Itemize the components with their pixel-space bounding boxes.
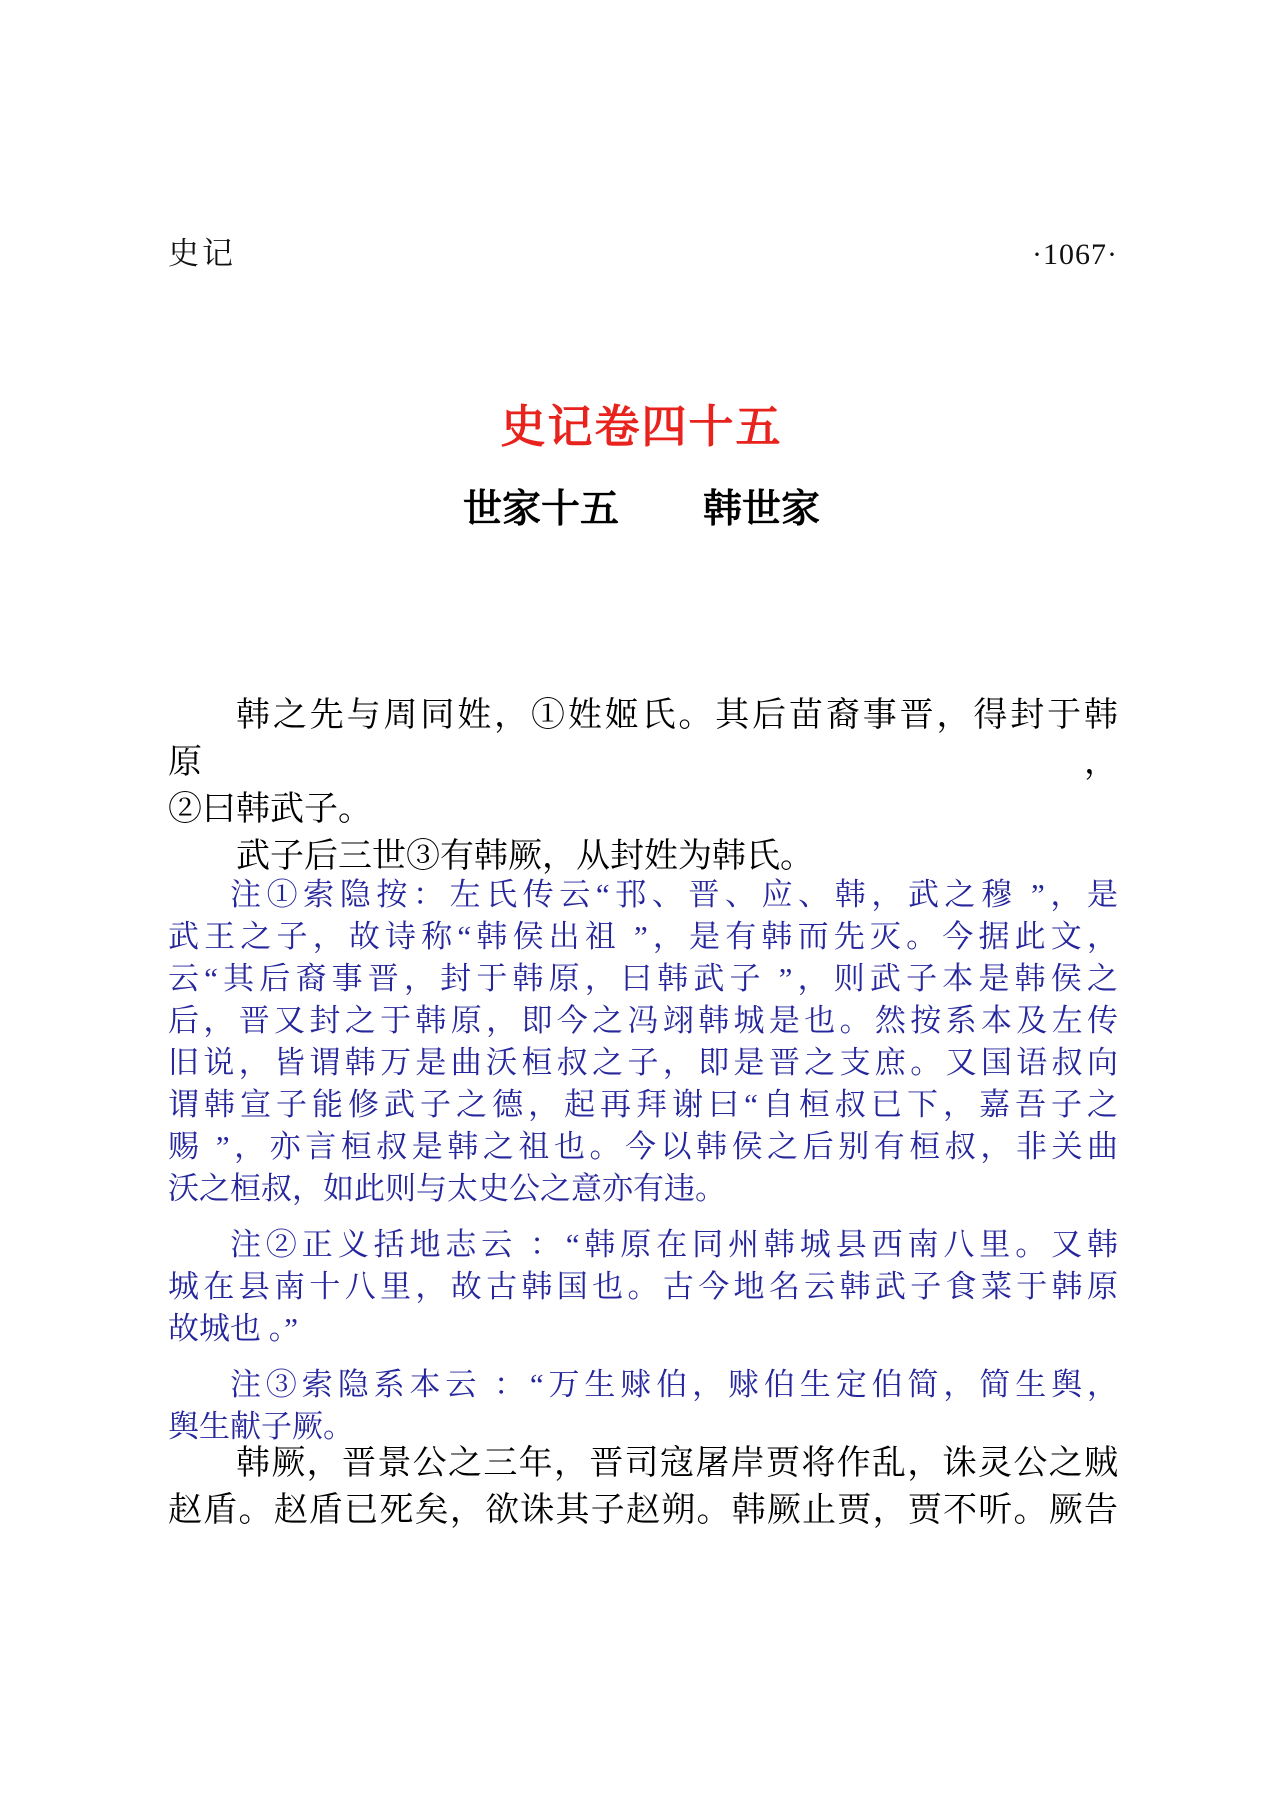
page-number: ·1067· xyxy=(1032,238,1118,271)
text-line: 沃之桓叔，如此则与太史公之意亦有违。 xyxy=(168,1171,726,1206)
text-line: 注②正义括地志云 ：“韩原在同州韩城县西南八里。又韩 xyxy=(230,1227,1118,1262)
text-line: 旧说，皆谓韩万是曲沃桓叔之子，即是晋之支庶。又国语叔向 xyxy=(168,1045,1118,1080)
book-title: 史记 xyxy=(168,236,236,271)
note-paragraph-1 xyxy=(168,874,1118,1210)
section-number: 世家十五 xyxy=(462,488,619,531)
note-paragraph-2 xyxy=(168,1224,1118,1350)
text-line: 韩之先与周同姓，①姓姬氏。其后苗裔事晋，得封于韩原， xyxy=(168,697,1118,781)
text-line: 注①索隐按：左氏传云“邘、晋、应、韩，武之穆 ”，是 xyxy=(230,877,1118,912)
text-line: 注③索隐系本云 ：“万生赇伯，赇伯生定伯简，简生舆， xyxy=(230,1367,1118,1402)
section-name: 韩世家 xyxy=(703,488,821,531)
text-line: 后，晋又封之于韩原，即今之冯翊韩城是也。然按系本及左传 xyxy=(168,1003,1118,1038)
annotation-block xyxy=(168,874,1118,1448)
chapter-subtitle xyxy=(0,478,1283,534)
text-line: 赵盾。赵盾已死矣，欲诛其子赵朔。韩厥止贾，贾不听。厥告 xyxy=(168,1492,1118,1529)
note-paragraph-3 xyxy=(168,1364,1118,1448)
main-paragraph-2 xyxy=(168,1440,1118,1534)
text-line: 云“其后裔事晋，封于韩原，曰韩武子 ”，则武子本是韩侯之 xyxy=(168,961,1118,996)
text-line: 城在县南十八里，故古韩国也。古今地名云韩武子食菜于韩原 xyxy=(168,1269,1118,1304)
chapter-title: 史记卷四十五 xyxy=(500,401,783,452)
text-line: 谓韩宣子能修武子之德，起再拜谢曰“自桓叔已下，嘉吾子之 xyxy=(168,1087,1118,1122)
main-paragraph-1 xyxy=(168,692,1118,880)
text-line: 韩厥，晋景公之三年，晋司寇屠岸贾将作乱，诛灵公之贼 xyxy=(236,1445,1118,1482)
text-line: 武子后三世③有韩厥，从封姓为韩氏。 xyxy=(236,838,814,875)
text-line: 武王之子，故诗称“韩侯出祖 ”，是有韩而先灭。今据此文， xyxy=(168,919,1118,954)
text-line: 赐 ”，亦言桓叔是韩之祖也。今以韩侯之后别有桓叔，非关曲 xyxy=(168,1129,1118,1164)
text-line: 故城也 。” xyxy=(168,1311,299,1346)
text-line: 舆生献子厥。 xyxy=(168,1409,354,1444)
page-header xyxy=(168,228,1118,273)
text-line: ②曰韩武子。 xyxy=(168,791,372,828)
